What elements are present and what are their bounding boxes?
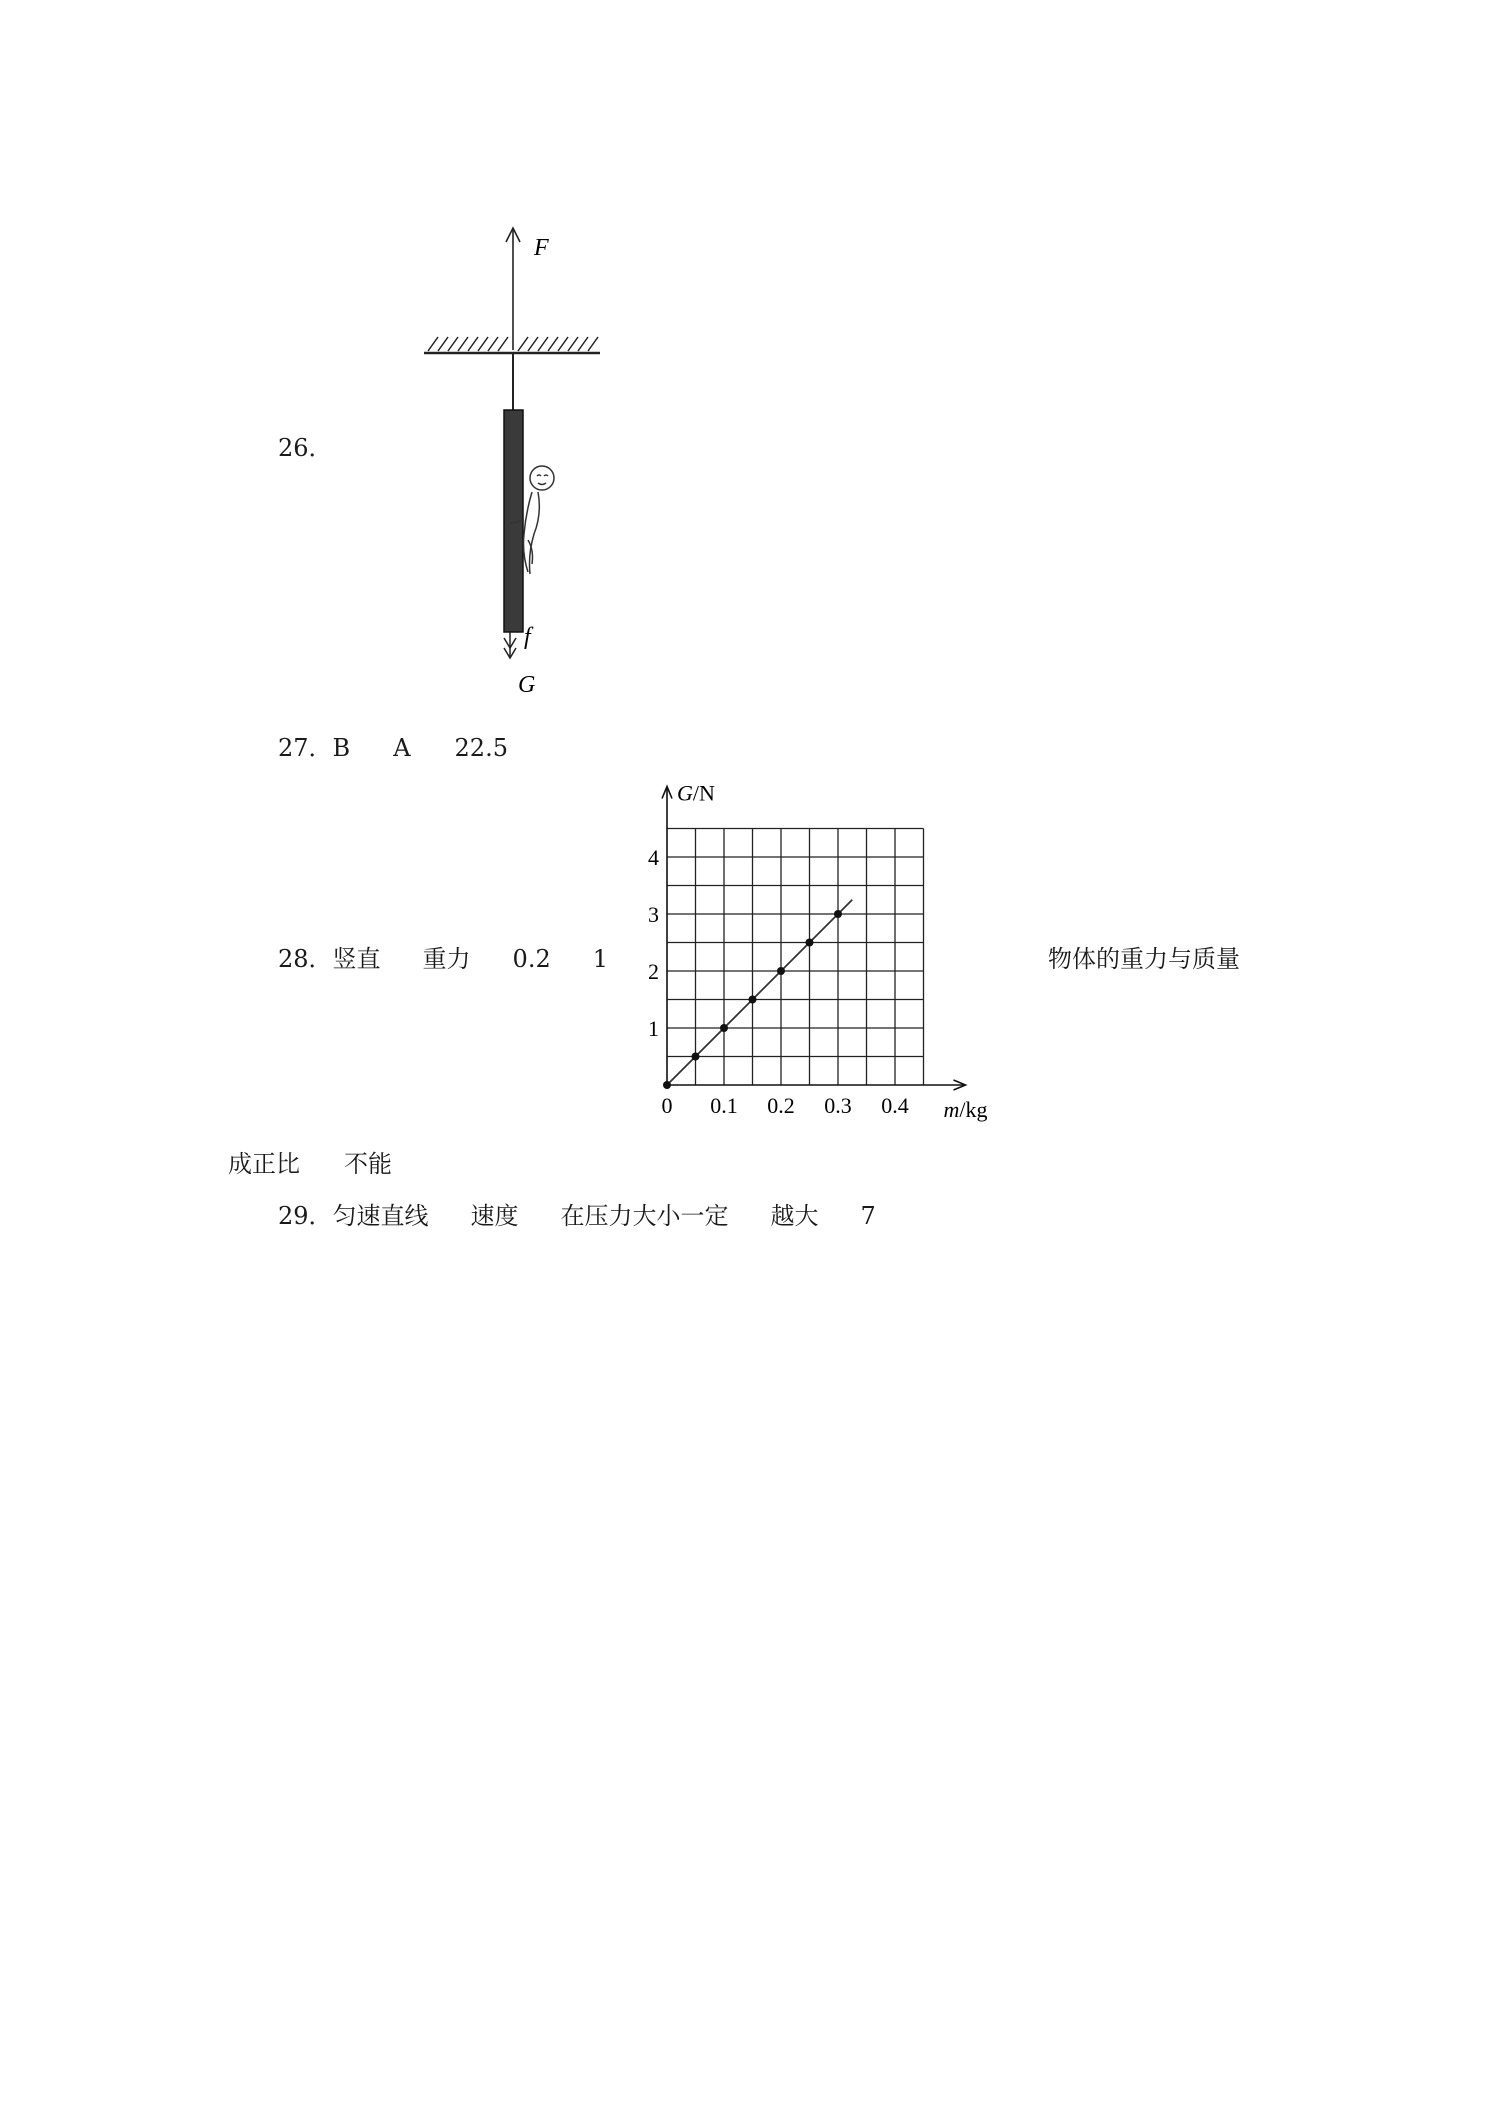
q28-answer-1: 竖直 bbox=[332, 945, 381, 973]
y-tick-label: 2 bbox=[648, 959, 659, 984]
q27-number: 27． bbox=[278, 734, 333, 762]
gravity-mass-chart bbox=[640, 780, 1020, 1130]
q27-answer-3: 22.5 bbox=[454, 734, 508, 762]
data-point bbox=[720, 1024, 728, 1032]
q28-after-graph: 物体的重力与质量 bbox=[1048, 945, 1240, 973]
q29-number: 29． bbox=[278, 1202, 333, 1230]
x-tick-label: 0.4 bbox=[881, 1093, 909, 1118]
q27-answer-1: B bbox=[332, 734, 351, 762]
q27-answer-2: A bbox=[393, 734, 411, 762]
q29-answer-3: 在压力大小一定 bbox=[560, 1202, 729, 1230]
q29-answer-2: 速度 bbox=[470, 1202, 519, 1230]
x-tick-label: 0.1 bbox=[710, 1093, 738, 1118]
data-point bbox=[834, 910, 842, 918]
q28-answer-4: 1 bbox=[592, 945, 608, 973]
q27-line bbox=[278, 733, 508, 763]
q28-line bbox=[278, 944, 608, 974]
data-point bbox=[777, 967, 785, 975]
q29-answer-1: 匀速直线 bbox=[332, 1202, 429, 1230]
y-axis-title: G/N bbox=[677, 780, 715, 806]
label-f: f bbox=[524, 624, 531, 650]
data-point bbox=[663, 1081, 671, 1089]
label-F: F bbox=[534, 235, 549, 261]
y-tick-label: 3 bbox=[648, 902, 659, 927]
q28-answer-6: 不能 bbox=[344, 1150, 392, 1178]
label-G: G bbox=[518, 672, 536, 698]
q26-force-diagram bbox=[410, 220, 630, 710]
y-tick-label: 1 bbox=[648, 1016, 659, 1041]
q26-number: 26． bbox=[278, 434, 333, 462]
data-point bbox=[692, 1053, 700, 1061]
q29-answer-4: 越大 bbox=[770, 1202, 819, 1230]
q29-answer-5: 7 bbox=[860, 1202, 876, 1230]
x-tick-label: 0.2 bbox=[767, 1093, 795, 1118]
q28-number: 28． bbox=[278, 945, 333, 973]
y-tick-label: 4 bbox=[648, 845, 659, 870]
q28-answer-3: 0.2 bbox=[512, 945, 551, 973]
q29-line bbox=[278, 1201, 876, 1231]
data-point bbox=[806, 939, 814, 947]
data-point bbox=[749, 996, 757, 1004]
x-tick-label: 0 bbox=[661, 1093, 673, 1118]
q28-continuation bbox=[228, 1149, 392, 1179]
x-tick-label: 0.3 bbox=[824, 1093, 852, 1118]
q28-answer-5: 成正比 bbox=[228, 1150, 300, 1178]
q28-answer-2: 重力 bbox=[422, 945, 471, 973]
x-axis-title: m/kg bbox=[943, 1097, 988, 1122]
